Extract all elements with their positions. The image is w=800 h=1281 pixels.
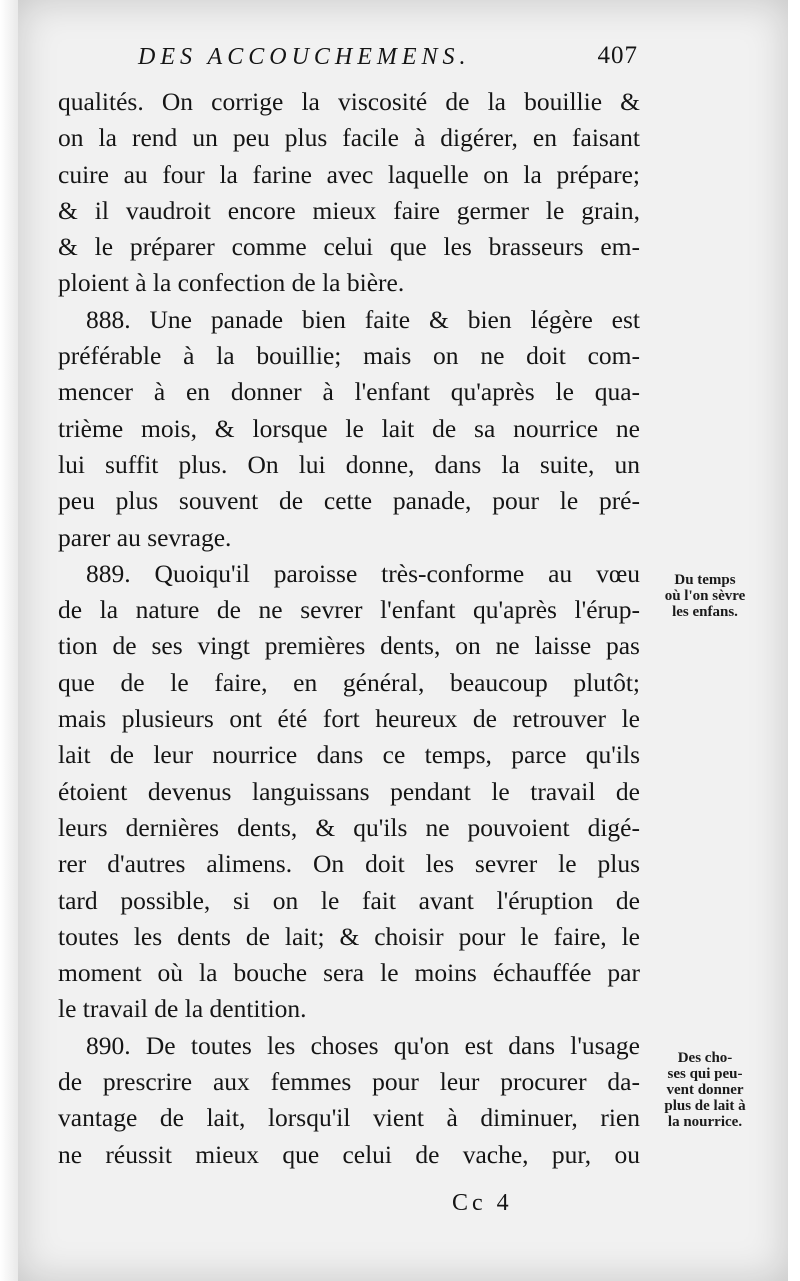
text-line: ne réussit mieux que celui de vache, pur, ou (58, 1139, 640, 1169)
signature-mark: Cc 4 (452, 1190, 513, 1216)
text-line: parer au sevrage. (58, 522, 232, 552)
margin-note-line: plus de lait à (664, 1098, 746, 1114)
text-line: cuire au four la farine avec laquelle on la prépare; (58, 159, 640, 189)
text-line: mencer à en donner à l'enfant qu'après le qua- (58, 377, 640, 407)
text-line: ploient à la confection de la bière. (58, 268, 405, 298)
margin-note-line: vent donner (666, 1082, 744, 1098)
text-line: étoient devenus languissans pendant le travail de (58, 776, 640, 806)
text-line: peu plus souvent de cette panade, pour le pré- (58, 486, 640, 516)
text-line: le travail de la dentition. (58, 994, 307, 1024)
text-line: mais plusieurs ont été fort heureux de retrouver le (58, 704, 640, 734)
text-line: toutes les dents de lait; & choisir pour le faire, le (58, 921, 640, 951)
text-line: qualités. On corrige la viscosité de la bouillie & (58, 87, 640, 116)
margin-note-line: les enfans. (672, 604, 738, 620)
text-line: lait de leur nourrice dans ce temps, parce qu'ils (58, 740, 640, 770)
text-line: & il vaudroit encore mieux faire germer le grain, (58, 195, 640, 225)
margin-note-weaning-time (646, 572, 764, 620)
text-line: tion de ses vingt premières dents, on ne laisse pas (58, 631, 640, 661)
text-line: 889. Quoiqu'il paroisse très-conforme au vœu (86, 558, 640, 588)
text-line: préférable à la bouillie; mais on ne doit com- (58, 341, 640, 371)
text-line: 890. De toutes les choses qu'on est dans l'usage (86, 1030, 640, 1060)
text-line: moment où la bouche sera le moins échauffée par (58, 958, 640, 988)
text-line: 888. Une panade bien faite & bien légère est (86, 304, 640, 334)
text-line: & le préparer comme celui que les brasseurs em- (58, 232, 640, 262)
body-text (58, 84, 640, 1173)
text-line: que de le faire, en général, beaucoup plutôt; (58, 667, 640, 697)
book-gutter (0, 0, 18, 1281)
text-line: trième mois, & lorsque le lait de sa nourrice ne (58, 413, 640, 443)
text-line: rer d'autres alimens. On doit les sevrer le plus (58, 849, 640, 879)
margin-note-milk-remedies (646, 1050, 764, 1130)
text-line: leurs dernières dents, & qu'ils ne pouvoient digé- (58, 812, 640, 842)
page-number: 407 (597, 42, 638, 69)
text-line: on la rend un peu plus facile à digérer, en faisant (58, 123, 640, 153)
text-line: de la nature de ne sevrer l'enfant qu'après l'érup- (58, 595, 640, 625)
text-line: tard possible, si on le fait avant l'éruption de (58, 885, 640, 915)
margin-note-line: où l'on sèvre (664, 588, 746, 604)
margin-note-line: Des cho- (677, 1050, 733, 1066)
margin-note-line: la nourrice. (667, 1114, 743, 1130)
margin-note-line: Du temps (674, 572, 736, 588)
running-head: DES ACCOUCHEMENS. (138, 44, 471, 70)
text-line: lui suffit plus. On lui donne, dans la suite, un (58, 449, 640, 479)
page-header (138, 44, 638, 80)
text-line: de prescrire aux femmes pour leur procurer da- (58, 1067, 640, 1097)
text-line: vantage de lait, lorsqu'il vient à diminuer, rien (58, 1103, 640, 1133)
margin-note-line: ses qui peu- (667, 1066, 743, 1082)
